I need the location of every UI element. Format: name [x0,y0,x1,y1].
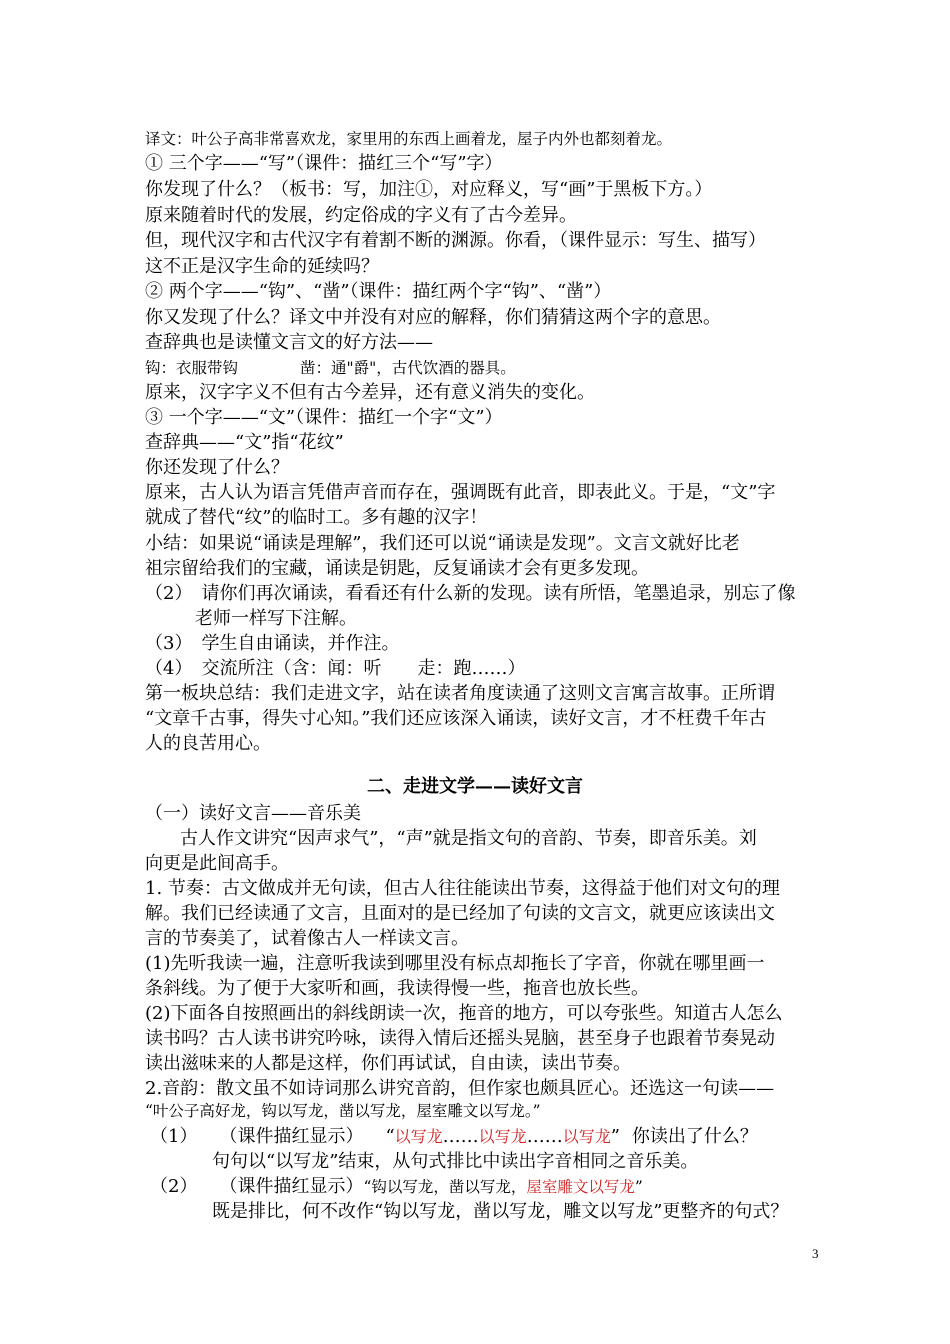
quote-mark: ” [610,1126,620,1147]
text-line: 原来，汉字字义不但有古今差异，还有意义消失的变化。 [145,382,595,403]
item2-explanation: 既是排比，何不改作“钩以写龙，凿以写龙，雕文以写龙”更整齐的句式？ [212,1201,789,1222]
section-summary-line: 第一板块总结：我们走进文字，站在读者角度读通了这则文言寓言故事。正所谓 [145,683,775,704]
item-label: （课件描红显示） [219,1126,364,1147]
step-line: （4） 交流所注（含：闻：听 走：跑……） [145,658,526,679]
paragraph-line: 条斜线。为了便于大家听和画，我读得慢一些，拖音也放长些。 [145,978,649,999]
quote-text: “钩以写龙，凿以写龙， [363,1178,527,1196]
paragraph-line: 读出滋味来的人都是这样，你们再试试，自由读，读出节奏。 [145,1053,631,1074]
text-line: ③ 一个字——“文”（课件：描红一个字“文”） [145,407,503,428]
summary-line: 祖宗留给我们的宝藏，诵读是钥匙，反复诵读才会有更多发现。 [145,558,649,579]
text-line: 原来，古人认为语言凭借声音而存在，强调既有此音，即表此义。于是，“文”字 [145,482,776,503]
section-summary-line: “文章千古事，得失寸心知。”我们还应该深入诵读，读好文言，才不枉费千年古 [145,708,767,729]
paragraph-line: 向更是此间高手。 [145,853,289,874]
text-line: 但，现代汉字和古代汉字有着割不断的渊源。你看，（课件显示：写生、描写） [145,230,766,251]
item1-line [150,1124,758,1150]
step-line: 老师一样写下注解。 [195,608,357,629]
item2-line [150,1174,643,1200]
paragraph-line: 1. 节奏：古文做成并无句读，但古人往往能读出节奏，这得益于他们对文句的理 [145,878,780,899]
paragraph-line: 言的节奏美了，试着像古人一样读文言。 [145,928,469,949]
paragraph-line: 解。我们已经读通了文言，且面对的是已经加了句读的文言文，就更应该读出文 [145,903,775,924]
item-number: （1） [150,1126,198,1147]
highlight-text: 以写龙 [478,1127,527,1146]
paragraph-line: (1)先听我读一遍，注意听我读到哪里没有标点却拖长了字音，你就在哪里画一 [145,953,765,974]
text-line: 查辞典——“文”指“花纹” [145,432,344,453]
translation-line: 译文：叶公子高非常喜欢龙，家里用的东西上画着龙，屋子内外也都刻着龙。 [145,130,673,148]
text-line: 查辞典也是读懂文言文的好方法—— [145,332,433,353]
dictionary-line: 钩：衣服带钩 凿：通"爵"，古代饮酒的器具。 [145,359,516,377]
text-line: ② 两个字——“钩”、“凿”（课件：描红两个字“钩”、“凿”） [145,281,612,302]
section-summary-line: 人的良苦用心。 [145,733,271,754]
step-line: （3） 学生自由诵读，并作注。 [145,633,400,654]
step-line: （2） 请你们再次诵读，看看还有什么新的发现。读有所悟，笔墨追录，别忘了像 [145,583,796,604]
ellipsis: …… [526,1126,563,1147]
highlight-text: 以写龙 [394,1127,443,1146]
text-line: 你发现了什么？（板书：写，加注①，对应释义，写“画”于黑板下方。） [145,179,713,200]
text-line: 你还发现了什么？ [145,457,289,478]
text-line: 原来随着时代的发展，约定俗成的字义有了古今差异。 [145,205,577,226]
paragraph-line: 读书吗？古人读书讲究吟咏，读得入情后还摇头晃脑，甚至身子也跟着节奏晃动 [145,1028,775,1049]
highlight-text: 屋室雕文以写龙 [526,1178,635,1196]
paragraph-line: (2)下面各自按照画出的斜线朗读一次，拖音的地方，可以夸张些。知道古人怎么 [145,1003,783,1024]
text-line: 你又发现了什么？译文中并没有对应的解释，你们猜猜这两个字的意思。 [145,307,721,328]
paragraph-line: 古人作文讲究“因声求气”，“声”就是指文句的音韵、节奏，即音乐美。刘 [180,828,757,849]
highlight-text: 以写龙 [562,1127,611,1146]
section-heading: 二、走进文学——读好文言 [367,776,583,797]
text-line: ① 三个字——“写”（课件：描红三个“写”字） [145,153,503,174]
ellipsis: …… [442,1126,479,1147]
quote-line: “叶公子高好龙，钩以写龙，凿以写龙，屋室雕文以写龙。” [145,1102,541,1120]
page-number: 3 [812,1246,819,1261]
item-number: （2） [150,1176,198,1197]
item-label: （课件描红显示） [219,1176,364,1197]
subsection-heading: （一）读好文言——音乐美 [145,803,361,824]
summary-line: 小结：如果说“诵读是理解”，我们还可以说“诵读是发现”。文言文就好比老 [145,533,740,554]
text-line: 就成了替代“纹”的临时工。多有趣的汉字！ [145,507,488,528]
paragraph-line: 2.音韵：散文虽不如诗词那么讲究音韵，但作家也颇具匠心。还选这一句读—— [145,1078,775,1099]
item-question: 你读出了什么？ [631,1126,758,1147]
item1-explanation: 句句以“以写龙”结束，从句式排比中读出字音相同之音乐美。 [212,1151,699,1172]
quote-mark: “ [385,1126,395,1147]
quote-mark: ” [634,1178,643,1196]
text-line: 这不正是汉字生命的延续吗？ [145,256,379,277]
